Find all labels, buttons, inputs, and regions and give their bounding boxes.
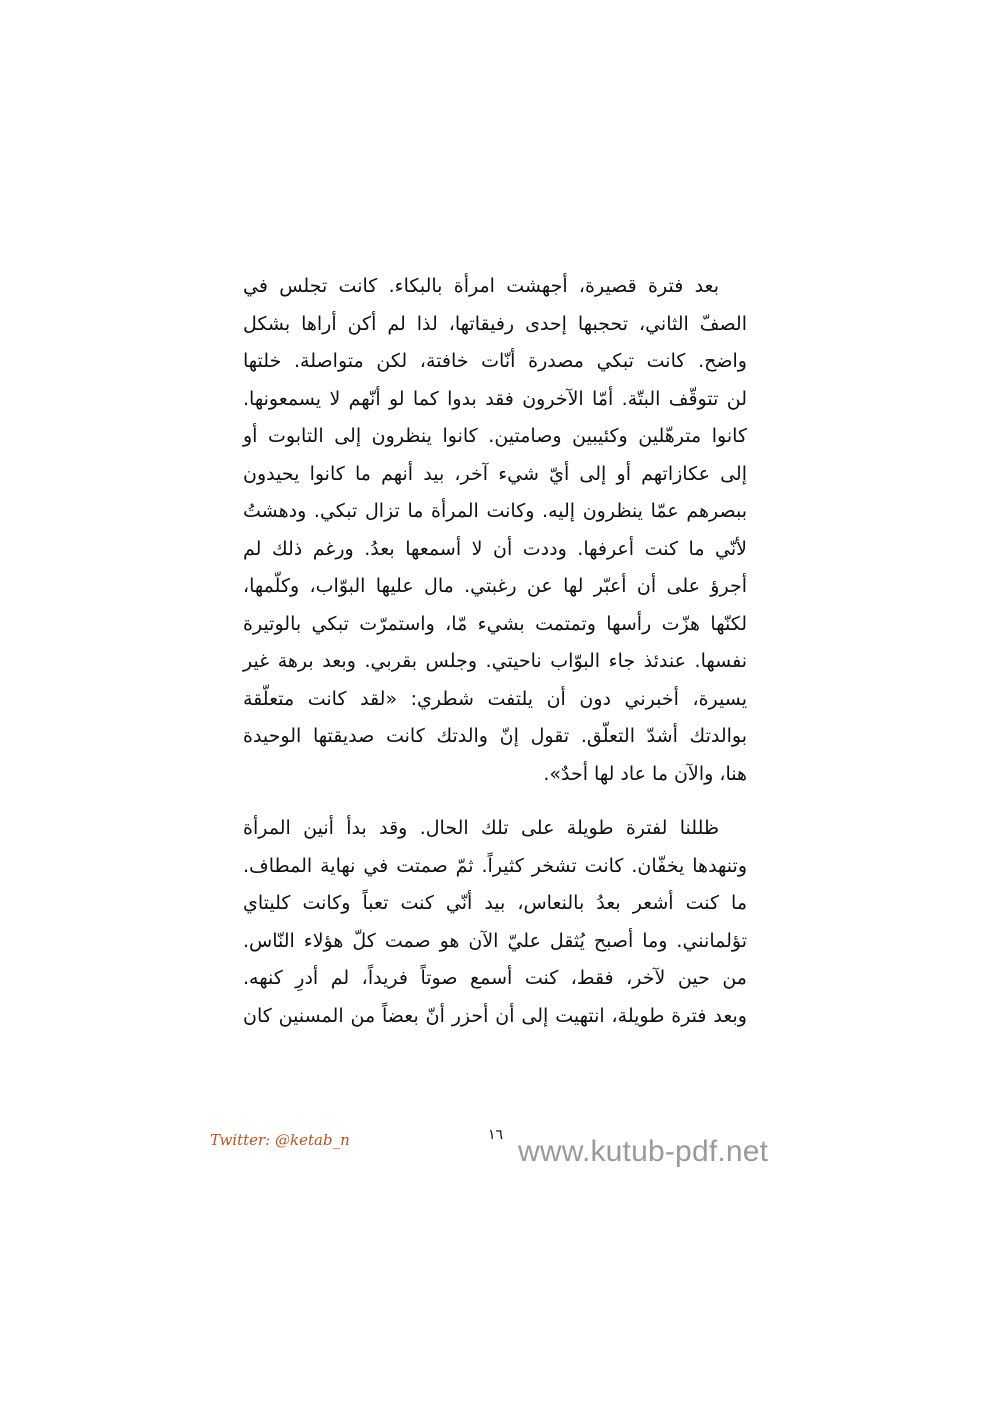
text-line: أجرؤ على أن أعبّر لها عن رغبتي. مال عليها البوّاب، وكلّمها، xyxy=(243,575,747,597)
text-line: من حين لآخر، فقط، كنت أسمع صوتاً فريداً، لم أدرِ كنهه. xyxy=(243,967,747,989)
text-line: الصفّ الثاني، تحجبها إحدى رفيقاتها، لذا لم أكن أراها بشكل xyxy=(243,312,747,335)
text-line: لن تتوقّف البتّة. أمّا الآخرون فقد بدوا كما لو أنّهم لا يسمعونها. xyxy=(243,387,747,410)
paragraph-1 xyxy=(243,268,747,793)
text-line: كانوا مترهّلين وكئيبين وصامتين. كانوا ينظرون إلى التابوت أو xyxy=(243,425,747,447)
twitter-handle: Twitter: @ketab_n xyxy=(210,1131,350,1149)
text-line: هنا، والآن ما عاد لها أحدٌ». xyxy=(543,762,747,785)
text-line: تؤلمانني. وما أصبح يُثقل عليّ الآن هو صمت كلّ هؤلاء النّاس. xyxy=(243,929,747,952)
watermark-url: www.kutub-pdf.net xyxy=(518,1135,769,1168)
paragraph-2 xyxy=(243,810,747,1035)
text-line: لأنّي ما كنت أعرفها. وددت أن لا أسمعها بعدُ. ورغم ذلك لم xyxy=(243,537,747,560)
text-line: يسيرة، أخبرني دون أن يلتفت شطري: «لقد كانت متعلّقة xyxy=(243,687,747,710)
text-line: وبعد فترة طويلة، انتهيت إلى أن أحزر أنّ بعضاً من المسنين كان xyxy=(243,1004,747,1027)
page-number: ١٦ xyxy=(488,1127,504,1143)
text-line: ما كنت أشعر بعدُ بالنعاس، بيد أنّي كنت تعباً وكانت كليتاي xyxy=(243,892,747,914)
text-line: لكنّها هزّت رأسها وتمتمت بشيء مّا، واستمرّت تبكي بالوتيرة xyxy=(243,612,747,635)
body-text xyxy=(243,268,747,1035)
text-line: ظللنا لفترة طويلة على تلك الحال. وقد بدأ أنين المرأة xyxy=(243,817,719,839)
text-line: نفسها. عندئذ جاء البوّاب ناحيتي. وجلس بقربي. وبعد برهة غير xyxy=(243,650,747,672)
text-line: بعد فترة قصيرة، أجهشت امرأة بالبكاء. كانت تجلس في xyxy=(243,275,719,297)
text-line: ببصرهم عمّا ينظرون إليه. وكانت المرأة ما تزال تبكي. ودهشتُ xyxy=(243,500,747,522)
text-line: إلى عكازاتهم أو إلى أيّ شيء آخر، بيد أنهم ما كانوا يحيدون xyxy=(243,462,747,485)
text-line: واضح. كانت تبكي مصدرة أنّات خافتة، لكن متواصلة. خلتها xyxy=(243,350,747,372)
text-line: وتنهدها يخفّان. كانت تشخر كثيراً. ثمّ صمتت في نهاية المطاف. xyxy=(243,854,747,877)
text-line: بوالدتك أشدّ التعلّق. تقول إنّ والدتك كانت صديقتها الوحيدة xyxy=(243,725,747,747)
